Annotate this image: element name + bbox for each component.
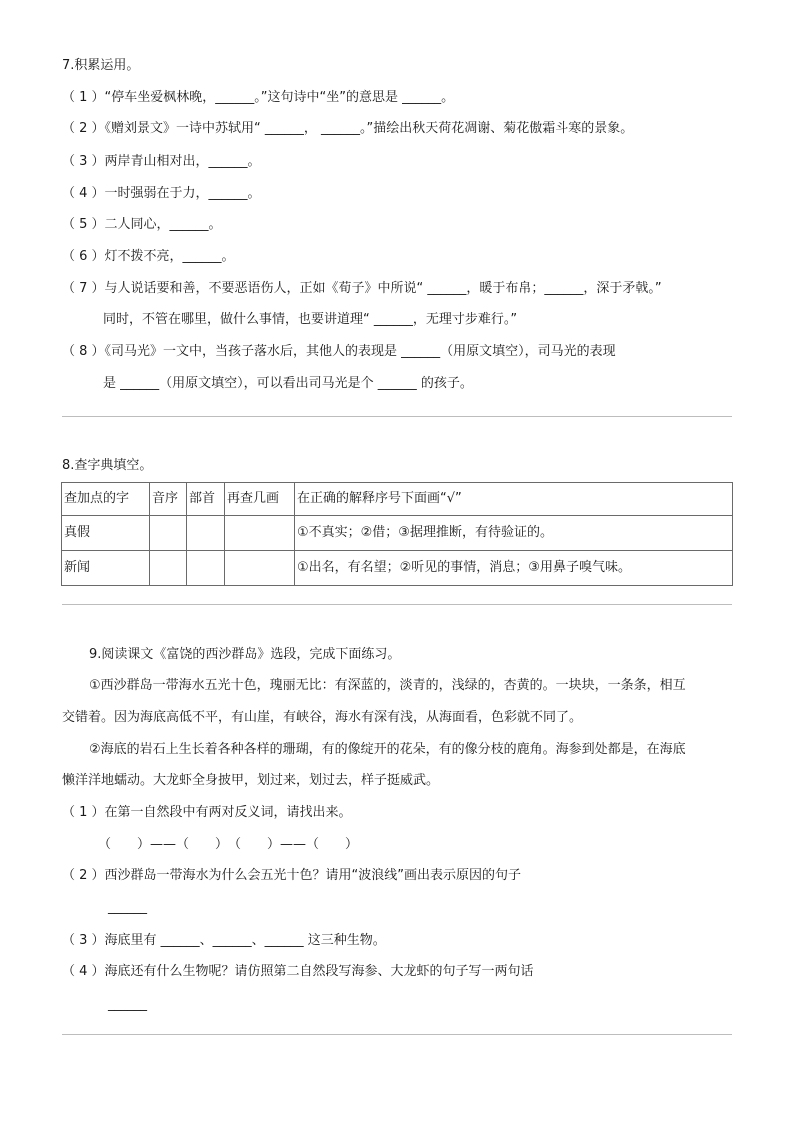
q9-question-1: （ 1 ）在第一自然段中有两对反义词，请找出来。 bbox=[62, 805, 352, 820]
q7-item-7-cont: 同时，不管在哪里，做什么事情，也要讲道理“ ______，无理寸步难行。” bbox=[103, 312, 518, 327]
answer-cell[interactable] bbox=[225, 516, 295, 551]
passage-line: ②海底的岩石上生长着各种各样的珊瑚，有的像绽开的花朵，有的像分枝的鹿角。海参到处都是，在海底 bbox=[89, 742, 686, 757]
q7-title: 7.积累运用。 bbox=[62, 58, 140, 73]
header-cell: 再查几画 bbox=[225, 483, 295, 516]
q9-question-2: （ 2 ）西沙群岛一带海水为什么会五光十色？请用“波浪线”画出表示原因的句子 bbox=[62, 868, 522, 883]
q7-item-8: （ 8 ）《司马光》一文中，当孩子落水后，其他人的表现是 ______（用原文填空），司马光的表现 bbox=[62, 344, 616, 359]
q7-item-1: （ 1 ）“停车坐爱枫林晚，______。”这句诗中“坐”的意思是 ______。 bbox=[62, 90, 455, 105]
word-cell: 新闻 bbox=[62, 551, 150, 586]
definition-cell: ①出名，有名望；②听见的事情，消息；③用鼻子嗅气味。 bbox=[295, 551, 733, 586]
answer-blank: ______ bbox=[108, 900, 147, 915]
q9-antonym-blanks: （ ）——（ ） （ ）——（ ） bbox=[98, 837, 359, 852]
q8-title: 8.查字典填空。 bbox=[62, 458, 153, 473]
q7-item-6: （ 6 ）灯不拨不亮，______。 bbox=[62, 249, 235, 264]
passage-line: ①西沙群岛一带海水五光十色，瑰丽无比：有深蓝的，淡青的，浅绿的，杏黄的。一块块，一条条，相互 bbox=[89, 678, 686, 693]
table-row bbox=[62, 551, 733, 586]
q9-question-4: （ 4 ）海底还有什么生物呢？请仿照第二自然段写海参、大龙虾的句子写一两句话 bbox=[62, 964, 534, 979]
header-cell: 在正确的解释序号下面画“√” bbox=[295, 483, 733, 516]
answer-cell[interactable] bbox=[187, 551, 225, 586]
q7-item-5: （ 5 ）二人同心，______。 bbox=[62, 217, 222, 232]
table-row bbox=[62, 516, 733, 551]
answer-cell[interactable] bbox=[150, 551, 187, 586]
q9-title: 9.阅读课文《富饶的西沙群岛》选段，完成下面练习。 bbox=[89, 647, 401, 662]
q7-item-2: （ 2 ）《赠刘景文》一诗中苏轼用“ ______， ______。”描绘出秋天荷花凋谢、菊花傲霜斗寒的景象。 bbox=[62, 121, 634, 136]
q7-item-4: （ 4 ）一时强弱在于力，______。 bbox=[62, 186, 261, 201]
definition-cell: ①不真实；②借；③据理推断，有待验证的。 bbox=[295, 516, 733, 551]
answer-blank: ______ bbox=[108, 997, 147, 1012]
passage-line: 懒洋洋地蠕动。大龙虾全身披甲，划过来，划过去，样子挺威武。 bbox=[62, 773, 440, 788]
answer-cell[interactable] bbox=[187, 516, 225, 551]
q7-item-8-cont: 是 ______（用原文填空），可以看出司马光是个 ______ 的孩子。 bbox=[103, 376, 473, 391]
q7-item-3: （ 3 ）两岸青山相对出，______。 bbox=[62, 154, 261, 169]
header-cell: 部首 bbox=[187, 483, 225, 516]
passage-line: 交错着。因为海底高低不平，有山崖，有峡谷，海水有深有浅，从海面看，色彩就不同了。 bbox=[62, 710, 583, 725]
section-divider bbox=[62, 416, 732, 417]
answer-cell[interactable] bbox=[225, 551, 295, 586]
header-cell: 查加点的字 bbox=[62, 483, 150, 516]
word-cell: 真假 bbox=[62, 516, 150, 551]
dictionary-table bbox=[61, 482, 733, 586]
table-header-row bbox=[62, 483, 733, 516]
header-cell: 音序 bbox=[150, 483, 187, 516]
section-divider bbox=[62, 604, 732, 605]
q7-item-7: （ 7 ）与人说话要和善，不要恶语伤人，正如《荀子》中所说“ ______，暖于布帛；______，深于矛戟。” bbox=[62, 281, 662, 296]
q9-question-3: （ 3 ）海底里有 ______、______、______ 这三种生物。 bbox=[62, 933, 386, 948]
answer-cell[interactable] bbox=[150, 516, 187, 551]
section-divider bbox=[62, 1034, 732, 1035]
